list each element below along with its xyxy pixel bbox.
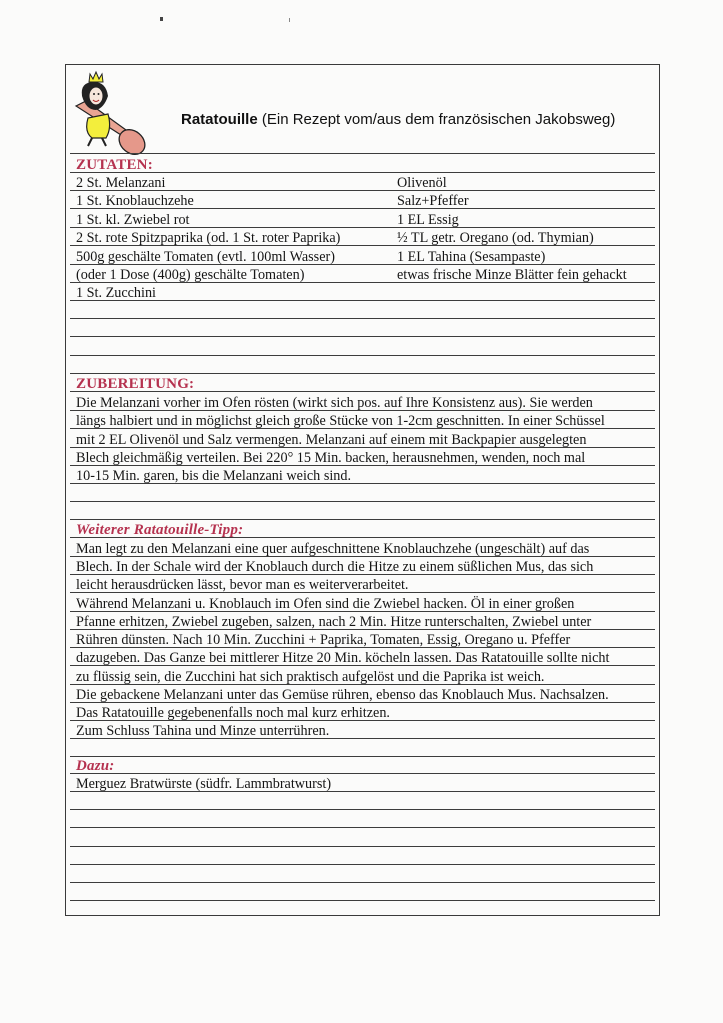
ingredient-item: 1 St. kl. Zwiebel rot: [76, 212, 190, 228]
ruled-line: [70, 864, 655, 865]
tip-line: Während Melanzani u. Knoblauch im Ofen sind die Zwiebel hacken. Öl in einer großen: [76, 596, 575, 612]
ingredient-item: 500g geschälte Tomaten (evtl. 100ml Wasser): [76, 249, 335, 265]
ingredient-item: (oder 1 Dose (400g) geschälte Tomaten): [76, 267, 305, 283]
ruled-line: [70, 900, 655, 901]
tip-line: Rühren dünsten. Nach 10 Min. Zucchini + Paprika, Tomaten, Essig, Oregano u. Pfeffer: [76, 632, 571, 648]
ingredient-item: 1 EL Essig: [397, 212, 459, 228]
ingredient-item: 1 EL Tahina (Sesampaste): [397, 249, 546, 265]
ruled-line: [70, 501, 655, 502]
ruled-line: [70, 809, 655, 810]
ingredient-item: etwas frische Minze Blätter fein gehackt: [397, 267, 627, 283]
tip-line: zu flüssig sein, die Zucchini hat sich praktisch aufgelöst und die Paprika ist weich.: [76, 669, 545, 685]
ruled-line: [70, 355, 655, 356]
tip-line: dazugeben. Das Ganze bei mittlerer Hitze 20 Min. köcheln lassen. Das Ratatouille sollte nicht: [76, 650, 610, 666]
ruled-line: [70, 153, 655, 154]
instruction-line: mit 2 EL Olivenöl und Salz vermengen. Melanzani auf einem mit Backpapier ausgelegten: [76, 432, 587, 448]
tip-line: Pfanne erhitzen, Zwiebel zugeben, salzen, nach 2 Min. Hitze runterschalten, Zwiebel unter: [76, 614, 592, 630]
ruled-line: [70, 336, 655, 337]
recipe-title: [181, 111, 615, 128]
ruled-line: [70, 882, 655, 883]
instruction-line: Blech gleichmäßig verteilen. Bei 220° 15 Min. backen, herausnehmen, wenden, noch mal: [76, 450, 586, 466]
ingredient-item: 1 St. Zucchini: [76, 285, 156, 301]
ingredient-item: Olivenöl: [397, 175, 447, 191]
ruled-line: [70, 827, 655, 828]
ruled-line: [70, 756, 655, 757]
ruled-line: [70, 846, 655, 847]
instruction-line: längs halbiert und in möglichst gleich große Stücke von 1-2cm geschnitten. In einer Schüssel: [76, 413, 605, 429]
ruled-line: [70, 537, 655, 538]
section-heading-zubereitung: ZUBEREITUNG:: [76, 376, 195, 392]
chef-with-spoon-icon: [66, 68, 158, 160]
tip-line: Blech. In der Schale wird der Knoblauch durch die Hitze zu einem süßlichen Mus, das sich: [76, 559, 594, 575]
ingredient-item: 2 St. Melanzani: [76, 175, 166, 191]
instruction-line: 10-15 Min. garen, bis die Melanzani weich sind.: [76, 468, 352, 484]
tip-line: Das Ratatouille gegebenenfalls noch mal kurz erhitzen.: [76, 705, 390, 721]
ingredient-item: ½ TL getr. Oregano (od. Thymian): [397, 230, 594, 246]
section-heading-tipp: Weiterer Ratatouille-Tipp:: [76, 522, 244, 538]
tip-line: Die gebackene Melanzani unter das Gemüse rühren, ebenso das Knoblauch Mus. Nachsalzen.: [76, 687, 609, 703]
section-heading-zutaten: ZUTATEN:: [76, 157, 153, 173]
section-heading-dazu: Dazu:: [76, 758, 115, 774]
recipe-name: Ratatouille: [181, 111, 258, 128]
tip-line: Zum Schluss Tahina und Minze unterrühren.: [76, 723, 330, 739]
tip-line: leicht herausdrücken lässt, bevor man es weiterverarbeitet.: [76, 577, 409, 593]
ruled-line: [70, 300, 655, 301]
scan-speck: [289, 18, 290, 22]
side-dish-line: Merguez Bratwürste (südfr. Lammbratwurst): [76, 776, 332, 792]
ingredient-item: Salz+Pfeffer: [397, 193, 469, 209]
instruction-line: Die Melanzani vorher im Ofen rösten (wirkt sich pos. auf Ihre Konsistenz aus). Sie werden: [76, 395, 593, 411]
ingredient-item: 1 St. Knoblauchzehe: [76, 193, 194, 209]
ruled-line: [70, 773, 655, 774]
ruled-line: [70, 318, 655, 319]
ingredient-item: 2 St. rote Spitzpaprika (od. 1 St. roter Paprika): [76, 230, 341, 246]
ruled-line: [70, 373, 655, 374]
tip-line: Man legt zu den Melanzani eine quer aufgeschnittene Knoblauchzehe (ungeschält) auf das: [76, 541, 590, 557]
scan-speck: [160, 17, 163, 21]
ruled-line: [70, 172, 655, 173]
ruled-line: [70, 391, 655, 392]
ruled-line: [70, 519, 655, 520]
recipe-subtitle: (Ein Rezept vom/aus dem französischen Jakobsweg): [257, 111, 616, 128]
